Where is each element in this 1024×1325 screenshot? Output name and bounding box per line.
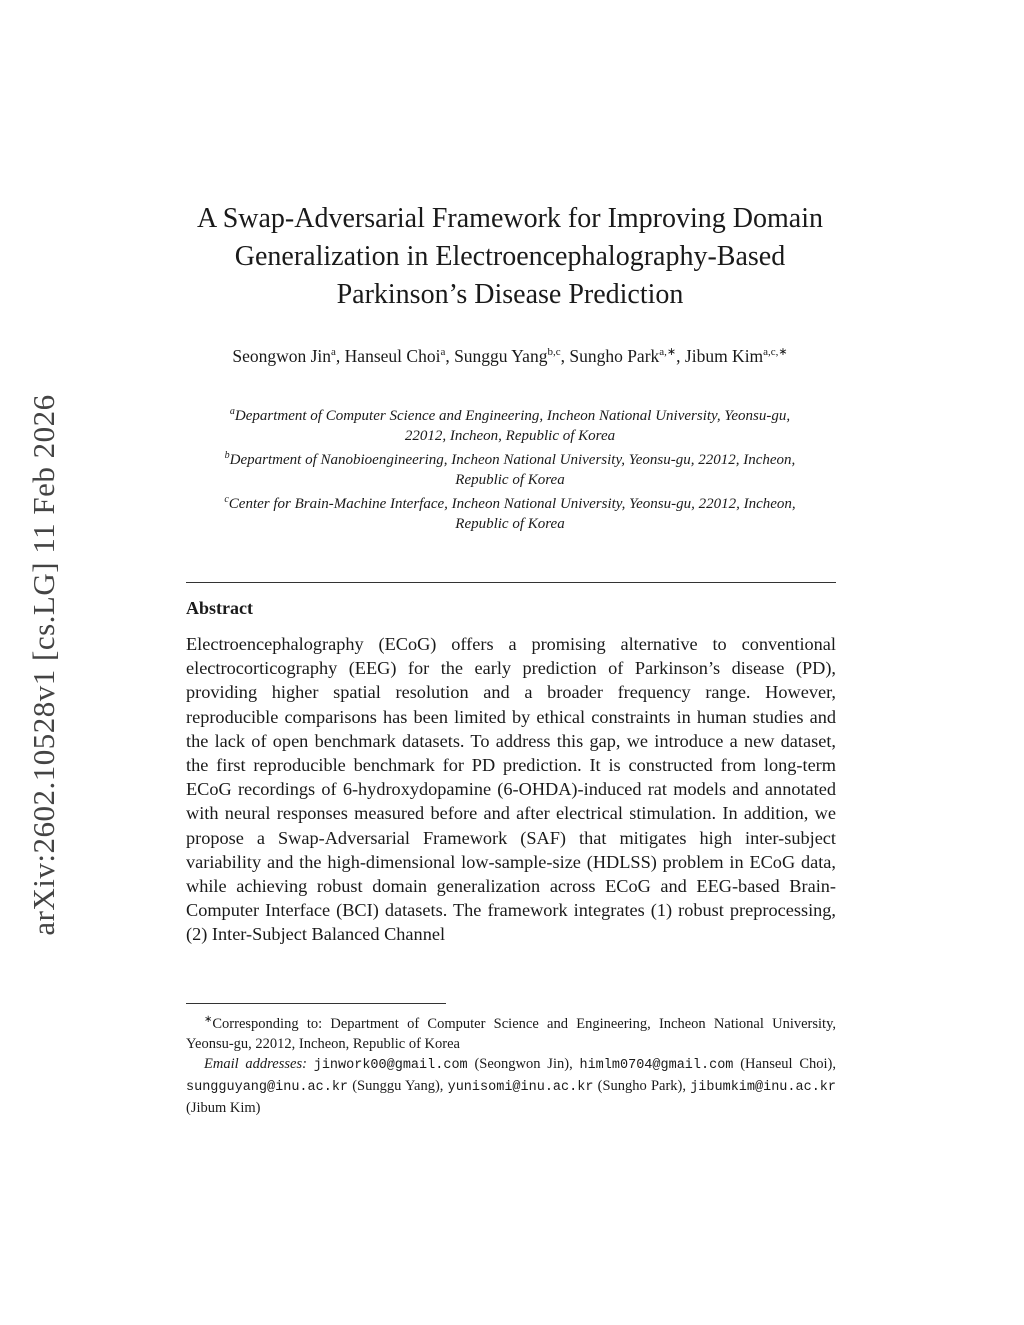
footnotes xyxy=(186,1010,836,1118)
author: Sunggu Yang$^{b,c}$, xyxy=(454,345,570,366)
affiliation: $^a$Department of Computer Science and Engineering, Incheon National University, Yeonsu-gu, 22012, Incheon, Republic of Korea xyxy=(229,406,791,444)
author: Seongwon Jin$^a$, xyxy=(232,345,345,366)
author: Hanseul Choi$^a$, xyxy=(344,345,455,366)
email-entry: sungguyang@inu.ac.kr (Sunggu Yang), xyxy=(186,1077,448,1095)
arxiv-side-identifier xyxy=(24,370,64,960)
abstract-top-rule xyxy=(186,582,836,583)
email-address[interactable]: jibumkim@inu.ac.kr xyxy=(690,1079,837,1095)
email-address[interactable]: yunisomi@inu.ac.kr xyxy=(447,1079,594,1095)
email-label: Email addresses: xyxy=(204,1055,307,1072)
footnote-rule xyxy=(186,1003,446,1004)
corresponding-footnote: ∗Corresponding to: Department of Computer Science and Engineering, Incheon National University, Yeonsu-gu, 22012, Incheon, Republic of Korea xyxy=(186,1014,836,1052)
abstract-heading: Abstract xyxy=(186,598,253,618)
email-address[interactable]: sungguyang@inu.ac.kr xyxy=(186,1079,349,1095)
email-address[interactable]: himlm0704@gmail.com xyxy=(579,1057,734,1073)
email-entry: jinwork00@gmail.com (Seongwon Jin), xyxy=(313,1055,580,1073)
affiliation: $^b$Department of Nanobioengineering, Incheon National University, Yeonsu-gu, 22012, Incheon, Republic of Korea xyxy=(224,450,796,488)
abstract-text: Electroencephalography (ECoG) offers a promising alternative to conventional electrocorticography (EEG) for the early prediction of Parkinson’s disease (PD), providing higher spatial resolution and a broader frequency range. However, reproducible comparisons has been limited by ethical constraints in human studies and the lack of open benchmark datasets. To address this gap, we introduce a new dataset, the first reproducible benchmark for PD prediction. It is constructed from long-term ECoG recordings of 6-hydroxydopamine (6-OHDA)-induced rat models and annotated with neural responses measured before and after electrical stimulation. In addition, we propose a Swap-Adversarial Framework (SAF) that mitigates high inter-subject variability and the high-dimensional low-sample-size (HDLSS) problem in ECoG data, while achieving robust domain generalization across ECoG and EEG-based Brain-Computer Interface (BCI) datasets. The framework integrates (1) robust preprocessing, (2) Inter-Subject Balanced Channel xyxy=(186,634,836,945)
author-list xyxy=(190,340,830,368)
arxiv-id-text: arXiv:2602.10528v1 [cs.LG] 11 Feb 2026 xyxy=(26,394,61,936)
author: Sungho Park$^{a,∗}$, xyxy=(569,345,685,366)
paper-title: A Swap-Adversarial Framework for Improving Domain Generalization in Electroencephalography-Based Parkinson’s Disease Prediction xyxy=(197,203,823,310)
author: Jibum Kim$^{a,c,∗}$ xyxy=(684,345,788,366)
affiliation-list xyxy=(220,402,800,534)
email-entry: jibumkim@inu.ac.kr (Jibum Kim) xyxy=(186,1079,837,1116)
email-entry: himlm0704@gmail.com (Hanseul Choi), xyxy=(579,1055,837,1073)
email-address[interactable]: jinwork00@gmail.com xyxy=(313,1057,468,1073)
affiliation: $^c$Center for Brain-Machine Interface, Incheon National University, Yeonsu-gu, 22012, Incheon, Republic of Korea xyxy=(224,494,796,532)
email-footnote xyxy=(186,1054,836,1118)
email-entry: yunisomi@inu.ac.kr (Sungho Park), xyxy=(447,1077,691,1095)
